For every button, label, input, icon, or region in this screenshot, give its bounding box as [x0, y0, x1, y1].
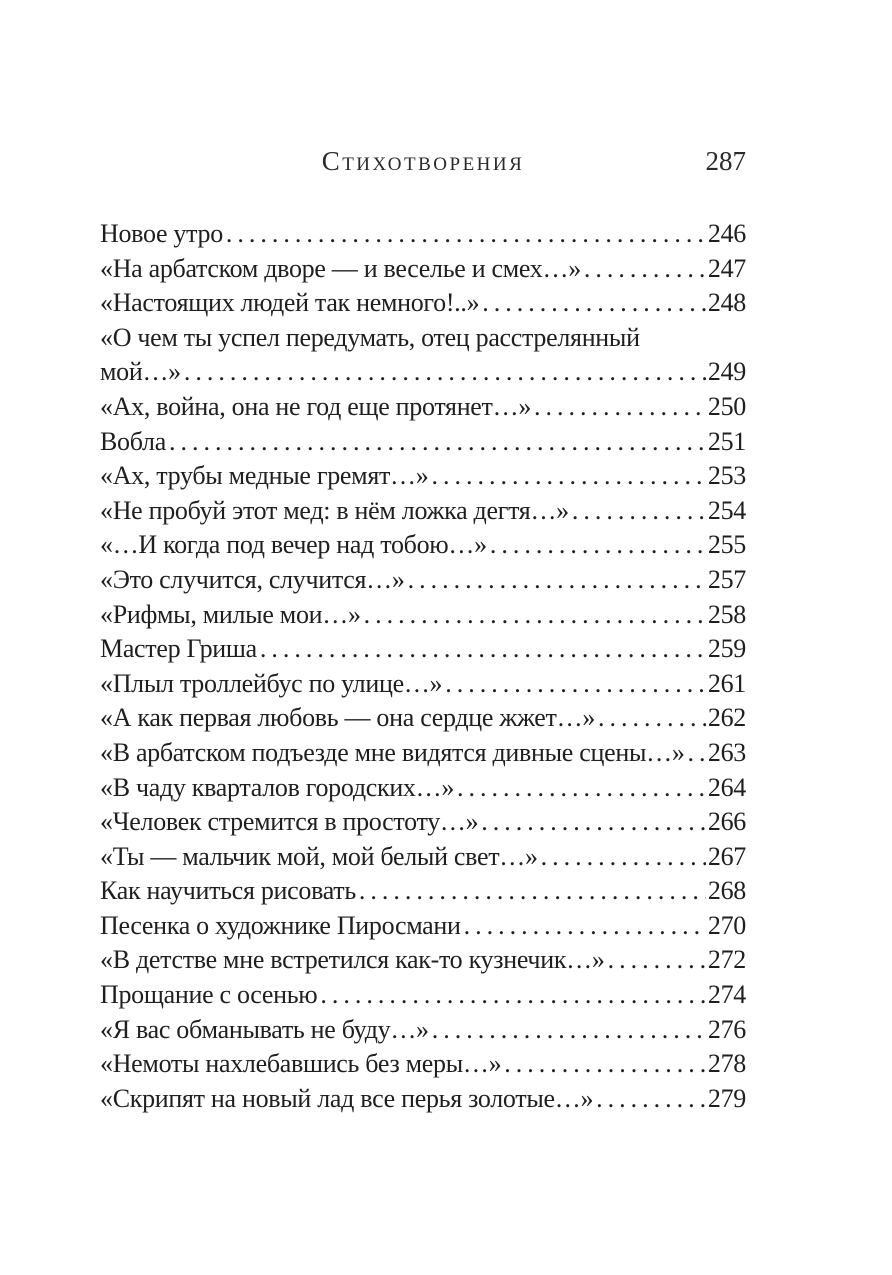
- dot-leader: [541, 840, 706, 875]
- toc-entry-title: «…И когда под вечер над тобою…»: [100, 530, 487, 560]
- toc-entry: [100, 494, 746, 529]
- toc-entry: [100, 1013, 746, 1048]
- toc-entry-title: «Человек стремится в простоту…»: [100, 807, 479, 837]
- dot-leader: [432, 1013, 706, 1048]
- dot-leader: [598, 701, 706, 736]
- dot-leader: [584, 252, 706, 287]
- toc-entry-title: «Настоящих людей так немного!..»: [100, 288, 480, 318]
- toc-entry: [100, 909, 746, 944]
- toc-entry-title: Новое утро: [100, 219, 223, 248]
- toc-entry-title: «В чаду кварталов городских…»: [100, 772, 455, 802]
- toc-entry-line: [100, 355, 746, 390]
- toc-entry-line: [100, 943, 746, 978]
- dot-leader: [431, 459, 705, 494]
- toc-list: [100, 217, 746, 1116]
- toc-entry-title: «Рифмы, милые мои…»: [100, 599, 361, 629]
- toc-entry-line: [100, 1013, 746, 1048]
- toc-entry-line: [100, 425, 746, 460]
- toc-entry-line: [100, 1082, 746, 1117]
- toc-entry-title: «В арбатском подъезде мне видятся дивные сцены…»: [100, 737, 685, 767]
- toc-entry-page: 274: [707, 980, 746, 1010]
- toc-entry-title: Песенка о художнике Пиросмани: [100, 910, 461, 940]
- dot-leader: [534, 390, 706, 425]
- toc-entry-line: [100, 701, 746, 736]
- running-head: [100, 146, 746, 176]
- toc-entry-title-start: «О чем ты успел передумать, отец расстрелянный: [100, 322, 640, 352]
- toc-entry-page: 272: [707, 945, 746, 975]
- toc-entry: [100, 736, 746, 771]
- toc-entry-line: [100, 632, 746, 667]
- toc-entry-first-line: [100, 321, 746, 356]
- toc-entry-title: «Я вас обманывать не буду…»: [100, 1014, 429, 1044]
- toc-entry: [100, 528, 746, 563]
- dot-leader: [320, 978, 706, 1013]
- toc-entry: [100, 252, 746, 287]
- dot-leader: [359, 874, 706, 909]
- toc-entry-page: 254: [707, 495, 746, 525]
- toc-entry-page: 262: [707, 703, 746, 733]
- toc-entry-line: [100, 528, 746, 563]
- toc-entry-page: 278: [707, 1049, 746, 1079]
- toc-entry: [100, 632, 746, 667]
- toc-entry-page: 270: [707, 910, 746, 940]
- dot-leader: [457, 771, 706, 806]
- toc-entry: [100, 805, 746, 840]
- toc-entry: [100, 459, 746, 494]
- dot-leader: [608, 943, 706, 978]
- toc-entry-title: Прощание с осенью: [100, 980, 318, 1010]
- toc-entry: [100, 390, 746, 425]
- toc-entry-page: 263: [707, 737, 746, 767]
- toc-entry-title: Мастер Гриша: [100, 634, 257, 664]
- toc-entry: [100, 321, 746, 390]
- toc-entry: [100, 425, 746, 460]
- toc-entry-line: [100, 736, 746, 771]
- toc-entry-title: «Скрипят на новый лад все перья золотые…»: [100, 1083, 594, 1113]
- toc-entry: [100, 943, 746, 978]
- toc-entry-title: «Не пробуй этот мед: в нём ложка дегтя…»: [100, 495, 569, 525]
- dot-leader: [169, 425, 706, 460]
- dot-leader: [504, 1047, 706, 1082]
- toc-entry-line: [100, 563, 746, 598]
- toc-entry: [100, 563, 746, 598]
- dot-leader: [481, 805, 706, 840]
- toc-entry-page: 249: [707, 357, 746, 387]
- section-title: Стихотворения: [321, 146, 525, 176]
- toc-entry-page: 250: [707, 391, 746, 421]
- toc-entry-line: [100, 286, 746, 321]
- toc-entry-page: 246: [707, 219, 746, 248]
- toc-entry-page: 258: [707, 599, 746, 629]
- toc-entry: [100, 840, 746, 875]
- toc-entry-line: [100, 840, 746, 875]
- toc-entry: [100, 1082, 746, 1117]
- dot-leader: [364, 598, 706, 633]
- dot-leader: [490, 528, 706, 563]
- toc-entry-line: [100, 1047, 746, 1082]
- toc-entry: [100, 701, 746, 736]
- dot-leader: [482, 286, 706, 321]
- dot-leader: [688, 736, 706, 771]
- toc-entry-page: 276: [707, 1014, 746, 1044]
- toc-entry-line: [100, 805, 746, 840]
- toc-entry: [100, 598, 746, 633]
- toc-entry-title: «Ах, трубы медные гремят…»: [100, 461, 429, 491]
- toc-entry-title: «Это случится, случится…»: [100, 564, 405, 594]
- dot-leader: [464, 909, 706, 944]
- toc-entry-line: [100, 771, 746, 806]
- toc-entry: [100, 1047, 746, 1082]
- toc-entry-page: 268: [707, 876, 746, 906]
- toc-entry-title: мой…»: [100, 357, 181, 387]
- page-number: 287: [705, 146, 746, 176]
- toc-entry-page: 266: [707, 807, 746, 837]
- toc-entry: [100, 217, 746, 252]
- toc-entry-title: Вобла: [100, 426, 166, 456]
- toc-entry-title: «Ах, война, она не год еще протянет…»: [100, 391, 532, 421]
- toc-entry: [100, 771, 746, 806]
- toc-entry: [100, 874, 746, 909]
- toc-entry-page: 267: [707, 841, 746, 871]
- toc-entry-line: [100, 252, 746, 287]
- toc-entry-title: «Немоты нахлебавшись без меры…»: [100, 1049, 502, 1079]
- toc-entry-line: [100, 667, 746, 702]
- toc-entry-line: [100, 978, 746, 1013]
- dot-leader: [260, 632, 706, 667]
- dot-leader: [184, 355, 706, 390]
- toc-entry: [100, 978, 746, 1013]
- toc-entry-page: 259: [707, 634, 746, 664]
- toc-entry-title: Как научиться рисовать: [100, 876, 356, 906]
- toc-entry-page: 279: [707, 1083, 746, 1113]
- toc-entry-page: 255: [707, 530, 746, 560]
- dot-leader: [408, 563, 706, 598]
- dot-leader: [226, 217, 706, 252]
- toc-entry-page: 251: [707, 426, 746, 456]
- dot-leader: [572, 494, 706, 529]
- toc-entry-page: 257: [707, 564, 746, 594]
- dot-leader: [445, 667, 706, 702]
- dot-leader: [596, 1082, 706, 1117]
- toc-entry-line: [100, 598, 746, 633]
- toc-entry-line: [100, 874, 746, 909]
- toc-entry-page: 247: [707, 253, 746, 283]
- toc-entry-line: [100, 909, 746, 944]
- toc-entry-page: 248: [707, 288, 746, 318]
- toc-entry-title: «Ты — мальчик мой, мой белый свет…»: [100, 841, 538, 871]
- toc-entry-page: 253: [707, 461, 746, 491]
- toc-entry: [100, 667, 746, 702]
- toc-entry-line: [100, 217, 746, 252]
- toc-entry-page: 264: [707, 772, 746, 802]
- toc-entry-title: «Плыл троллейбус по улице…»: [100, 668, 443, 698]
- toc-entry: [100, 286, 746, 321]
- toc-entry-title: «В детстве мне встретился как-то кузнечик…»: [100, 945, 605, 975]
- toc-entry-line: [100, 494, 746, 529]
- toc-entry-title: «А как первая любовь — она сердце жжет…»: [100, 703, 596, 733]
- toc-entry-line: [100, 459, 746, 494]
- toc-entry-title: «На арбатском дворе — и веселье и смех…»: [100, 253, 581, 283]
- toc-entry-line: [100, 390, 746, 425]
- toc-entry-page: 261: [707, 668, 746, 698]
